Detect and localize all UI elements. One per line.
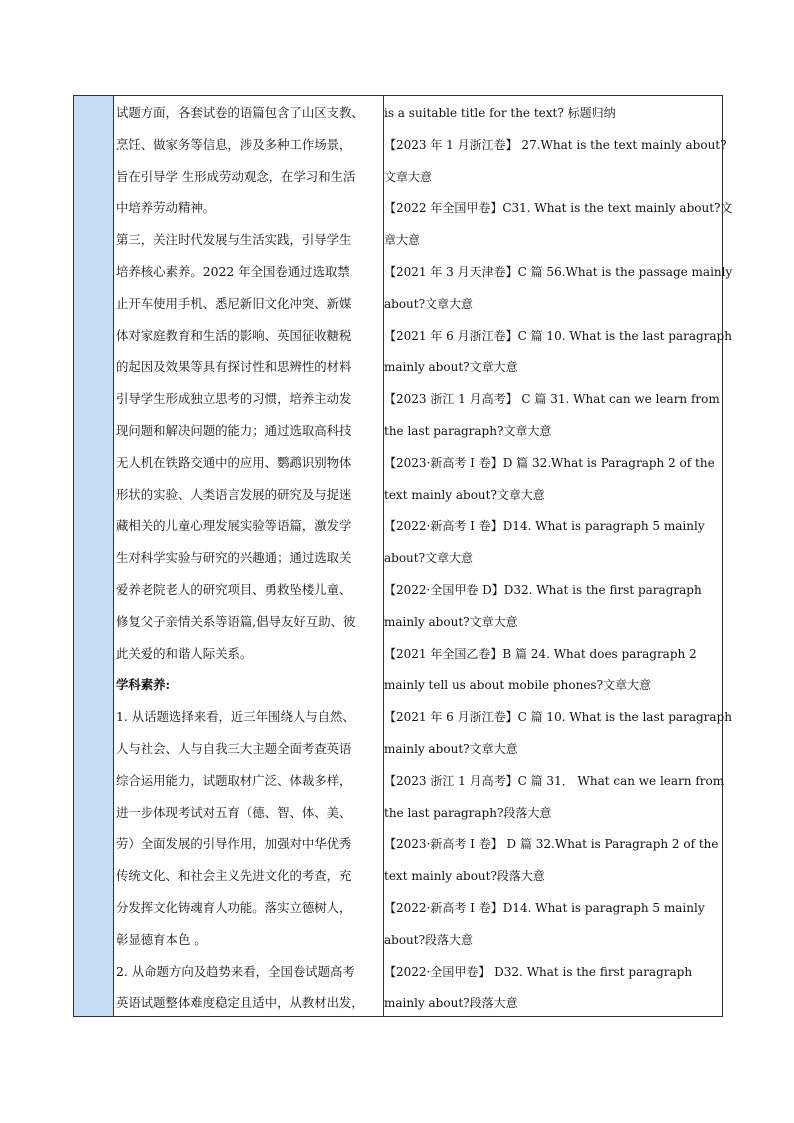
analysis-text-line: 此关爱的和谐人际关系。 [116,645,253,661]
analysis-text-line: 爱养老院老人的研究项目、勇救坠楼儿童、 [116,582,352,597]
analysis-text-line: 综合运用能力，试题取材广泛、体裁多样， [116,772,352,788]
analysis-text-line: 分发挥文化铸魂育人功能。落实立德树人， [116,900,352,915]
analysis-text-line: 劳）全面发展的引导作用，加强对中华优秀 [116,836,352,852]
examples-column [384,96,733,1016]
analysis-text-line: 英语试题整体难度稳定且适中，从教材出发， [116,995,364,1011]
example-text-line: mainly about?文章大意 [384,360,518,375]
analysis-text-line: 藏相关的儿童心理发展实验等语篇，激发学 [116,518,352,534]
analysis-text-line: 培养核心素养。2022 年全国卷通过选取禁 [116,264,350,279]
analysis-text-line: 形状的实验、人类语言发展的研究及与捉迷 [116,486,352,502]
example-text-line: about?文章大意 [384,296,474,311]
analysis-text-line: 传统文化、和社会主义先进文化的考查，充 [116,868,352,884]
example-text-line: text mainly about?段落大意 [384,869,545,884]
example-text-line: 【2023 浙江 1 月高考】 C 篇 31. What can we learn from [384,392,720,407]
analysis-text-line: 烹饪、做家务等信息，涉及多种工作场景， [116,136,352,152]
content-table [73,95,733,1017]
analysis-text-line: 修复父子亲情关系等语篇,倡导友好互助、彼 [116,613,356,629]
example-text-line: text mainly about?文章大意 [384,487,545,502]
analysis-text-line: 引导学生形成独立思考的习惯，培养主动发 [116,391,352,407]
analysis-text-line: 进一步体现考试对五育（德、智、体、美、 [116,804,352,820]
analysis-text-line: 无人机在铁路交通中的应用、鹦鹉识别物体 [116,454,352,470]
example-text-line: 【2023·新高考 I 卷】D 篇 32.What is Paragraph 2 of the [384,455,715,470]
example-text-line: 章大意 [384,233,421,248]
analysis-text-line: 试题方面，各套试卷的语篇包含了山区支教、 [116,105,364,120]
example-text-line: 【2022 年全国甲卷】C31. What is the text mainly about?文 [384,201,733,216]
analysis-text-line: 2. 从命题方向及趋势来看，全国卷试题高考 [116,963,355,979]
example-text-line: mainly about?文章大意 [384,742,518,756]
analysis-text-line: 生对科学实验与研究的兴趣通；通过选取关 [116,550,352,566]
example-text-line: about?文章大意 [384,551,474,566]
example-text-line: 【2022·全国甲卷】 D32. What is the first paragraph [384,964,693,979]
example-text-line: 【2021 年全国乙卷】B 篇 24. What does paragraph 2 [384,646,697,661]
example-text-line: 【2022·新高考 I 卷】D14. What is paragraph 5 mainly [384,519,705,534]
analysis-text-line: 1. 从话题选择来看，近三年围绕人与自然、 [116,709,355,725]
example-text-line: the last paragraph?文章大意 [384,424,552,438]
example-text-line: about?段落大意 [384,932,474,947]
example-text-line: 【2023 年 1 月浙江卷】 27.What is the text mainly about? [384,137,727,152]
highlight-column [74,96,114,1016]
analysis-text-line: 旨在引导学 生形成劳动观念，在学习和生活 [116,168,356,184]
example-text-line: the last paragraph?段落大意 [384,805,552,820]
analysis-text-line: 的起因及效果等具有探讨性和思辨性的材料 [116,359,352,375]
example-text-line: 文章大意 [384,169,433,184]
example-text-line: 【2022·全国甲卷 D】D32. What is the first paragraph [384,583,702,597]
analysis-text-line: 体对家庭教育和生活的影响、英国征收糖税 [116,327,352,343]
analysis-text-line: 止开车使用手机、悉尼新旧文化冲突、新媒 [116,295,352,311]
example-text-line: 【2023 浙江 1 月高考】C 篇 31． What can we learn from [384,773,725,788]
analysis-column [114,96,384,1016]
example-text-line: 【2023·新高考 I 卷】 D 篇 32.What is Paragraph 2 of the [384,837,719,852]
analysis-text-line: 人与社会、人与自我三大主题全面考查英语 [116,741,352,756]
example-text-line: is a suitable title for the text? 标题归纳 [384,106,616,120]
analysis-text-line: 学科素养: [116,677,171,693]
example-text-line: 【2022·新高考 I 卷】D14. What is paragraph 5 mainly [384,901,705,915]
example-text-line: mainly about?段落大意 [384,996,518,1011]
analysis-text-line: 彰显德育本色 。 [116,931,207,947]
example-text-line: 【2021 年 6 月浙江卷】C 篇 10. What is the last paragraph [384,328,732,343]
analysis-text-line: 第三，关注时代发展与生活实践，引导学生 [116,232,352,248]
example-text-line: mainly about?文章大意 [384,614,518,629]
analysis-text-line: 现问题和解决问题的能力；通过选取高科技 [116,423,352,438]
example-text-line: mainly tell us about mobile phones?文章大意 [384,678,652,693]
example-text-line: 【2021 年 6 月浙江卷】C 篇 10. What is the last paragraph [384,710,732,725]
analysis-text-line: 中培养劳动精神。 [116,200,216,216]
example-text-line: 【2021 年 3 月天津卷】C 篇 56.What is the passage mainly [384,265,733,279]
